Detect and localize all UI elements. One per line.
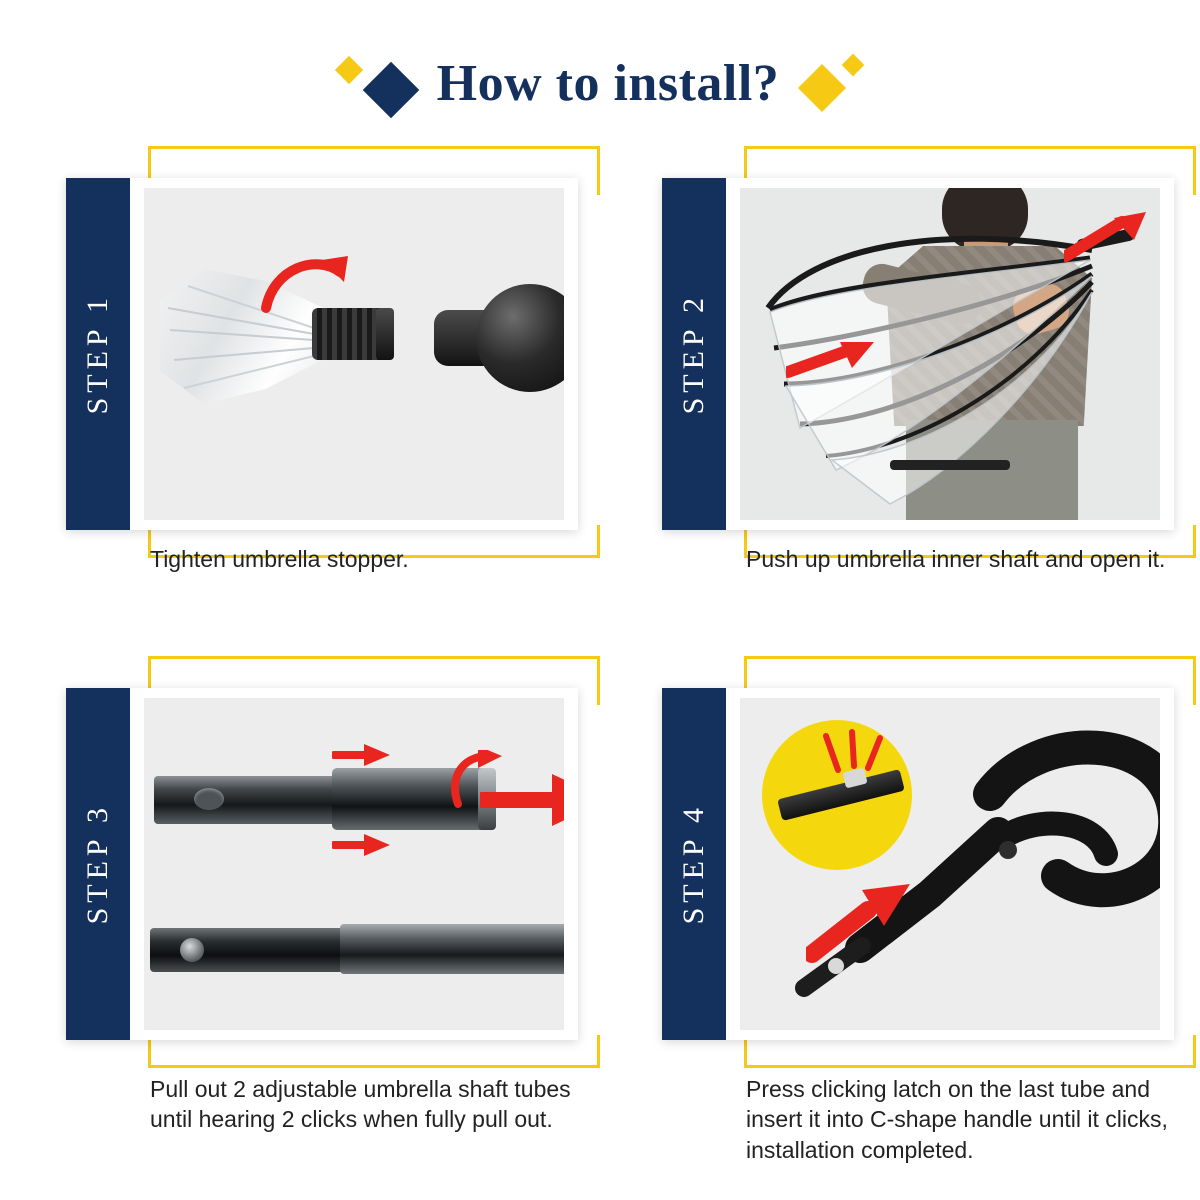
step-2-image bbox=[740, 188, 1160, 520]
tube-screw-icon bbox=[180, 938, 204, 962]
step-1-card bbox=[66, 178, 578, 530]
diamond-navy-large-icon bbox=[362, 62, 419, 119]
step-1-label: STEP 1 bbox=[81, 293, 114, 415]
step-2-card bbox=[662, 178, 1174, 530]
stopper-cap-illustration bbox=[434, 284, 564, 394]
step-3-image bbox=[144, 698, 564, 1030]
step-4-label-bar bbox=[662, 688, 726, 1040]
step-3-caption: Pull out 2 adjustable umbrella shaft tubes until hearing 2 clicks when fully pull out. bbox=[150, 1076, 571, 1133]
step-3-card bbox=[66, 688, 578, 1040]
steps-grid bbox=[0, 140, 1200, 1190]
step-card-3 bbox=[52, 650, 602, 1190]
step-1-caption: Tighten umbrella stopper. bbox=[150, 546, 409, 572]
step-card-4 bbox=[648, 650, 1198, 1190]
step-2-caption: Push up umbrella inner shaft and open it. bbox=[746, 546, 1166, 572]
step-card-1 bbox=[52, 140, 602, 650]
page-title: How to install? bbox=[436, 54, 780, 112]
step-1-label-bar bbox=[66, 178, 130, 530]
diamond-yellow-right-icon bbox=[798, 64, 846, 112]
step-1-image bbox=[144, 188, 564, 520]
shaft-tube-upper-illustration bbox=[154, 776, 342, 824]
step-card-2 bbox=[648, 140, 1198, 650]
page-header bbox=[0, 48, 1200, 118]
step-3-label-bar bbox=[66, 688, 130, 1040]
step-4-image bbox=[740, 698, 1160, 1030]
step-2-label-bar bbox=[662, 178, 726, 530]
diamond-yellow-small-icon bbox=[335, 56, 363, 84]
click-spark-icon bbox=[818, 726, 888, 778]
tube-button-hole-icon bbox=[194, 788, 224, 810]
step-4-caption: Press clicking latch on the last tube and insert it into C-shape handle until it clicks, installation completed. bbox=[746, 1076, 1168, 1163]
step-2-label: STEP 2 bbox=[677, 293, 710, 415]
step-3-label: STEP 3 bbox=[81, 803, 114, 925]
step-4-card bbox=[662, 688, 1174, 1040]
diamond-yellow-right-small-icon bbox=[842, 54, 865, 77]
step-4-label: STEP 4 bbox=[677, 803, 710, 925]
